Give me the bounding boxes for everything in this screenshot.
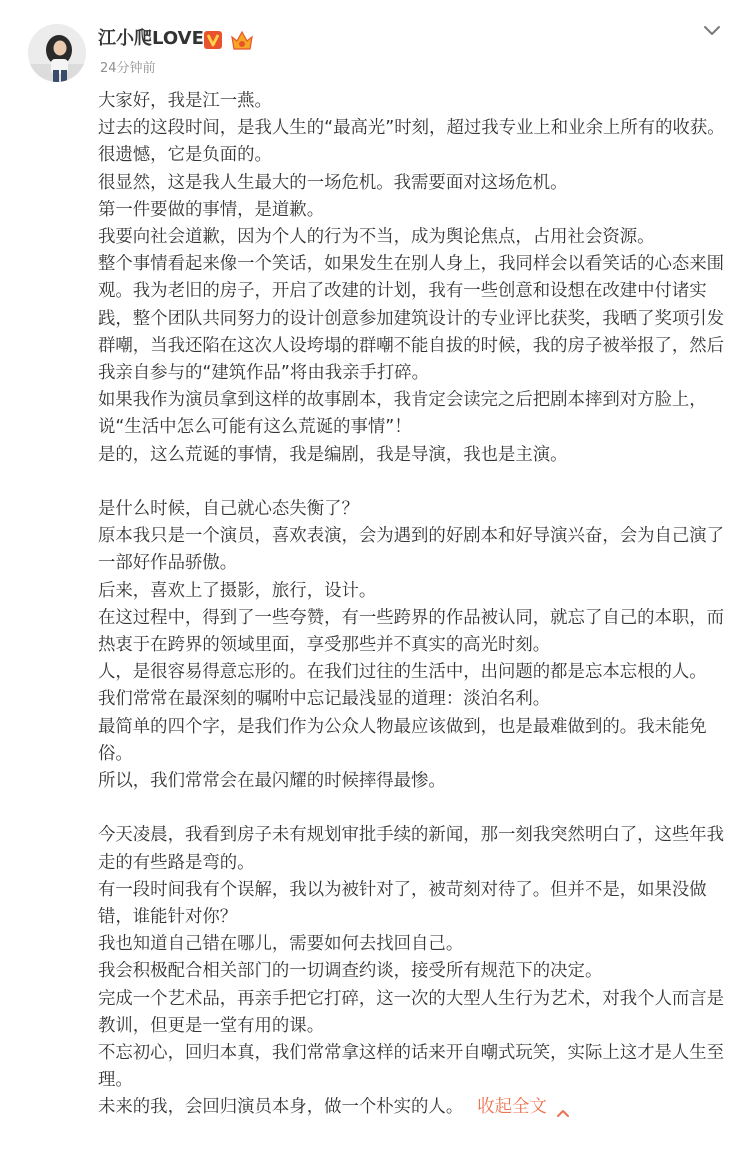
collapse-full-text-link[interactable]: 收起全文: [477, 1097, 547, 1118]
post-last-line: [98, 1094, 730, 1121]
post-line: 过去的这段时间，是我人生的“最高光”时刻，超过我专业上和业余上所有的收获。: [98, 118, 725, 139]
post-line: 第一件要做的事情，是道歉。: [98, 199, 325, 220]
post-line: 最简单的四个字，是我们作为公众人物最应该做到，也是最难做到的。我未能免俗。: [98, 716, 707, 764]
post-body: [98, 88, 730, 1122]
avatar[interactable]: [28, 24, 86, 82]
post-line: 整个事情看起来像一个笑话，如果发生在别人身上，我同样会以看笑话的心态来围观。我为老旧的房子，开启了改建的计划，我有一些创意和设想在改建中付诸实践，整个团队共同努力的设计创意参加建筑设计的专业评比获奖，我晒了奖项引发群嘲，当我还陷在这次人设垮塌的群嘲不能自拔的时候，我的房子被举报了，然后我亲自参与的“建筑作品”将由我亲手打碎。: [98, 254, 725, 384]
paragraph-gap: [98, 469, 730, 496]
post-line: 很显然，这是我人生最大的一场危机。我需要面对这场危机。: [98, 172, 568, 193]
post-line: 大家好，我是江一燕。: [98, 91, 272, 111]
post-line: 有一段时间我有个误解，我以为被针对了，被苛刻对待了。但并不是，如果没做错，谁能针对你？: [98, 879, 707, 928]
post-line: 在这过程中，得到了一些夸赞，有一些跨界的作品被认同，就忘了自己的本职，而热衷于在跨界的领域里面，享受那些并不真实的高光时刻。: [98, 607, 725, 656]
post-line: 我会积极配合相关部门的一切调查约谈，接受所有规范下的决定。: [98, 961, 603, 982]
post-line: 我要向社会道歉，因为个人的行为不当，成为舆论焦点，占用社会资源。: [98, 227, 655, 248]
vip-crown-icon[interactable]: [230, 29, 254, 51]
paragraph-gap: [98, 795, 730, 822]
post-line: 未来的我，会回归演员本身，做一个朴实的人。: [98, 1097, 464, 1118]
verified-v-icon: [204, 31, 222, 49]
post-line: 人，是很容易得意忘形的。在我们过往的生活中，出问题的都是忘本忘根的人。: [98, 662, 707, 683]
post-line: 如果我作为演员拿到这样的故事剧本，我肯定会读完之后把剧本摔到对方脸上，说“生活中怎么可能有这么荒诞的事情”！: [98, 390, 707, 438]
post-line: 今天凌晨，我看到房子未有规划审批手续的新闻，那一刻我突然明白了，这些年我走的有些路是弯的。: [98, 825, 725, 873]
chevron-down-icon[interactable]: [702, 23, 722, 39]
post-line: 我也知道自己错在哪儿，需要如何去找回自己。: [98, 934, 464, 955]
post-line: 原本我只是一个演员，喜欢表演，会为遇到的好剧本和好导演兴奋，会为自己演了一部好作品骄傲。: [98, 526, 725, 574]
author-name[interactable]: 江小爬LOVE: [98, 28, 204, 49]
post-line: 完成一个艺术品，再亲手把它打碎，这一次的大型人生行为艺术，对我个人而言是教训，但更是一堂有用的课。: [98, 988, 725, 1036]
chevron-up-icon[interactable]: [555, 1101, 571, 1113]
post-timestamp[interactable]: 24分钟前: [100, 61, 156, 76]
post-line: 后来，喜欢上了摄影，旅行，设计。: [98, 580, 377, 601]
post-line: 是什么时候，自己就心态失衡了？: [98, 499, 359, 520]
post-line: 所以，我们常常会在最闪耀的时候摔得最惨。: [98, 771, 446, 792]
post-line: 是的，这么荒诞的事情，我是编剧，我是导演，我也是主演。: [98, 444, 568, 465]
post-line: 不忘初心，回归本真，我们常常拿这样的话来开自嘲式玩笑，实际上这才是人生至理。: [98, 1043, 725, 1091]
post-line: 我们常常在最深刻的嘱咐中忘记最浅显的道理：淡泊名利。: [98, 689, 551, 710]
post-line: 很遗憾，它是负面的。: [98, 145, 272, 166]
